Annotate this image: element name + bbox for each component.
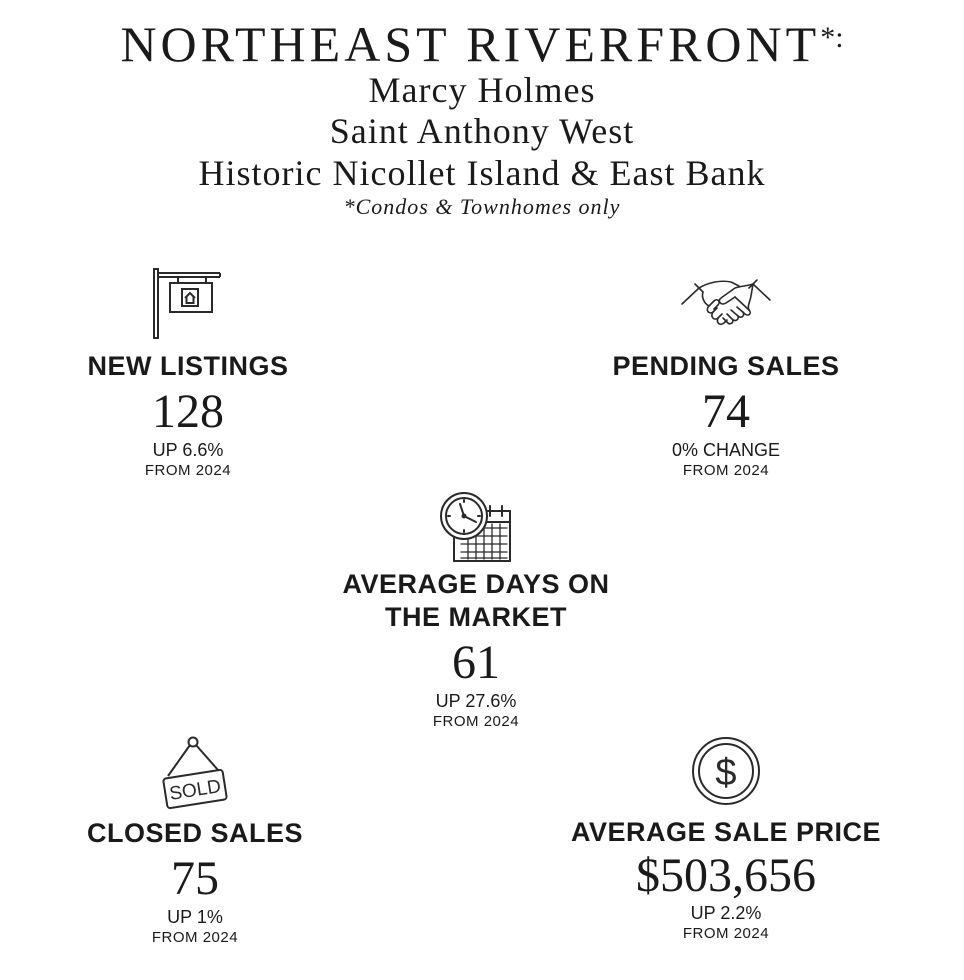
for-sale-sign-icon [148, 266, 228, 340]
new-listings-from: FROM 2024 [144, 462, 232, 479]
closed-sales-value: 75 [171, 852, 219, 905]
closed-sales-from: FROM 2024 [151, 929, 239, 946]
page-title [0, 14, 964, 74]
neighborhood-saint-anthony-west: Saint Anthony West [329, 111, 635, 151]
average-days-change: UP 27.6% [435, 691, 517, 711]
neighborhood-marcy-holmes: Marcy Holmes [368, 70, 596, 110]
title-asterisk: *: [820, 21, 844, 54]
average-days-value: 61 [452, 636, 500, 689]
new-listings-value: 128 [152, 385, 224, 438]
average-days-label-line1: AVERAGE DAYS ON [342, 569, 610, 599]
average-sale-price-value: $503,656 [636, 849, 816, 902]
new-listings-label: NEW LISTINGS [87, 351, 289, 381]
average-sale-price-from: FROM 2024 [682, 925, 770, 942]
average-sale-price-label: AVERAGE SALE PRICE [570, 817, 882, 847]
stat-pending-sales [576, 266, 876, 481]
pending-sales-from: FROM 2024 [682, 462, 770, 479]
stat-new-listings [40, 266, 336, 481]
pending-sales-label: PENDING SALES [612, 351, 840, 381]
pending-sales-value: 74 [702, 385, 750, 438]
title-text: NORTHEAST RIVERFRONT [120, 16, 821, 72]
sold-sign-icon [160, 734, 230, 810]
closed-sales-label: CLOSED SALES [86, 818, 304, 848]
footnote: *Condos & Townhomes only [343, 194, 621, 219]
stat-average-days-on-market [316, 492, 636, 732]
clock-calendar-icon [438, 492, 514, 564]
dollar-coin-icon [691, 736, 761, 806]
new-listings-change: UP 6.6% [152, 440, 224, 460]
average-days-label-line2: THE MARKET [385, 602, 567, 632]
stat-average-sale-price [546, 736, 906, 944]
neighborhood-nicollet-island: Historic Nicollet Island & East Bank [198, 153, 766, 193]
average-sale-price-change: UP 2.2% [690, 903, 762, 923]
stat-closed-sales [40, 734, 350, 948]
sold-sign-text: SOLD [168, 776, 223, 805]
pending-sales-change: 0% CHANGE [671, 440, 781, 460]
closed-sales-change: UP 1% [167, 907, 223, 927]
handshake-icon [681, 266, 771, 340]
dollar-sign-glyph: $ [715, 752, 737, 794]
average-days-from: FROM 2024 [432, 713, 520, 730]
